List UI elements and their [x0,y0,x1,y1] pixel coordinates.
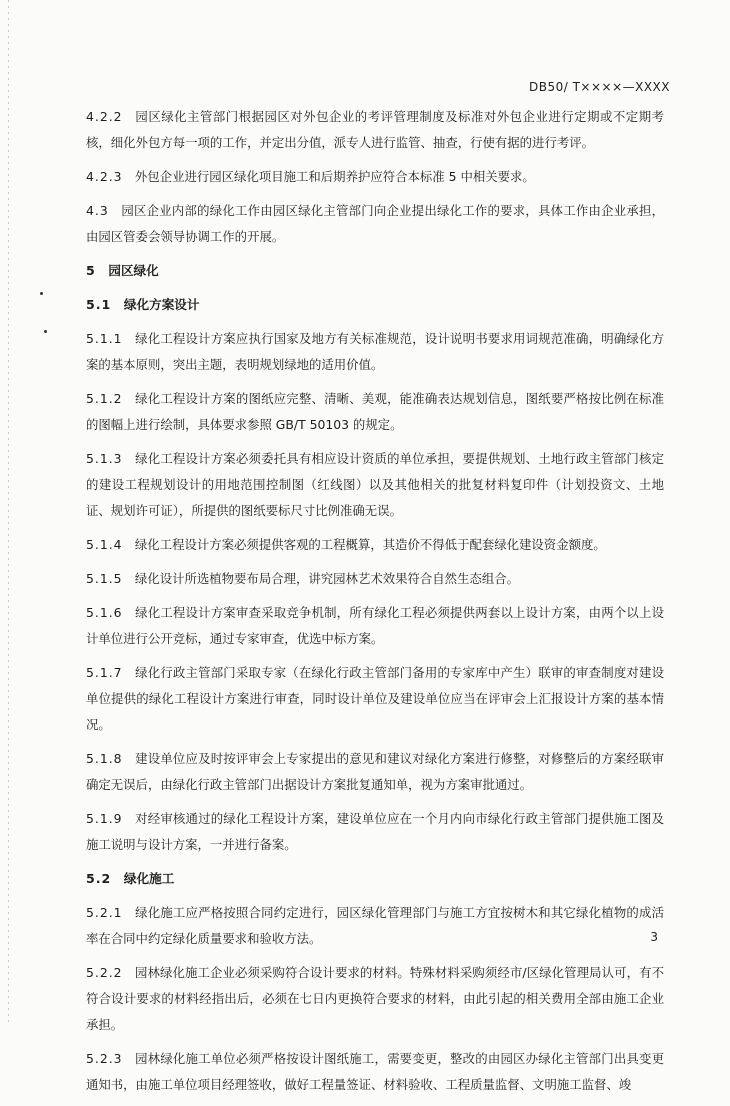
clause-number: 5.1.3 [86,451,123,466]
section-heading [86,258,664,284]
clause-number: 4.2.2 [86,109,123,124]
clause-number: 5.1.2 [86,391,123,406]
clause-text: 对经审核通过的绿化工程设计方案，建设单位应在一个月内向市绿化行政主管部门提供施工图及施工说明与设计方案，一并进行备案。 [86,811,664,852]
clause-number: 5.1.1 [86,331,123,346]
clause-paragraph [86,660,664,738]
clause-number: 5.1.7 [86,665,123,680]
clause-number: 5 [86,263,96,278]
clause-number: 5.1 [86,297,112,312]
page-number: 3 [650,930,658,944]
clause-number: 4.2.3 [86,169,123,184]
scan-speck [44,330,47,333]
clause-number: 5.1.4 [86,537,123,552]
clause-paragraph [86,900,664,952]
clause-text: 绿化工程设计方案必须委托具有相应设计资质的单位承担，要提供规划、土地行政主管部门核定的建设工程规划设计的用地范围控制图（红线图）以及其他相关的批复材料复印件（计划投资文、土地证、规划许可证），所提供的图纸要标尺寸比例准确无误。 [86,451,664,518]
clause-text: 绿化设计所选植物要布局合理，讲究园林艺术效果符合自然生态组合。 [134,571,520,586]
clause-paragraph [86,386,664,438]
scan-edge [8,0,9,1024]
clause-number: 5.2.2 [86,965,123,980]
section-title: 绿化方案设计 [123,297,200,312]
clause-number: 5.1.5 [86,571,123,586]
clause-text: 绿化工程设计方案必须提供客观的工程概算，其造价不得低于配套绿化建设资金额度。 [134,537,606,552]
clause-text: 绿化工程设计方案的图纸应完整、清晰、美观，能准确表达规划信息，图纸要严格按比例在标准的图幅上进行绘制，具体要求参照 GB/T 50103 的规定。 [86,391,664,432]
section-title: 园区绿化 [108,263,159,278]
clause-paragraph [86,164,664,190]
clause-number: 5.1.8 [86,751,123,766]
clause-text: 绿化行政主管部门采取专家（在绿化行政主管部门备用的专家库中产生）联审的审查制度对建设单位提供的绿化工程设计方案进行审查，同时设计单位及建设单位应当在评审会上汇报设计方案的基本情况。 [86,665,664,732]
document-code-header: DB50/ T××××—XXXX [528,80,670,94]
document-body [86,104,664,1106]
clause-text: 外包企业进行园区绿化项目施工和后期养护应符合本标准 5 中相关要求。 [134,169,535,184]
clause-number: 5.1.9 [86,811,123,826]
section-heading [86,866,664,892]
clause-text: 园区绿化主管部门根据园区对外包企业的考评管理制度及标准对外包企业进行定期或不定期考核，细化外包方每一项的工作，并定出分值，派专人进行监管、抽查，行使有据的进行考评。 [86,109,664,150]
clause-text: 建设单位应及时按评审会上专家提出的意见和建议对绿化方案进行修整，对修整后的方案经联审确定无误后，由绿化行政主管部门出据设计方案批复通知单，视为方案审批通过。 [86,751,664,792]
clause-paragraph [86,326,664,378]
clause-number: 5.2 [86,871,112,886]
clause-paragraph [86,806,664,858]
clause-text: 绿化工程设计方案应执行国家及地方有关标准规范，设计说明书要求用词规范准确，明确绿化方案的基本原则，突出主题，表明规划绿地的适用价值。 [86,331,664,372]
clause-paragraph [86,566,664,592]
section-title: 绿化施工 [123,871,175,886]
clause-paragraph [86,600,664,652]
clause-paragraph [86,198,664,250]
section-heading [86,292,664,318]
clause-number: 5.1.6 [86,605,123,620]
clause-text: 园区企业内部的绿化工作由园区绿化主管部门向企业提出绿化工作的要求，具体工作由企业承担，由园区管委会领导协调工作的开展。 [86,203,664,244]
clause-text: 园林绿化施工单位必须严格按设计图纸施工，需要变更，整改的由园区办绿化主管部门出具变更通知书，由施工单位项目经理签收，做好工程量签证、材料验收、工程质量监督、文明施工监督、竣 [86,1051,664,1092]
clause-paragraph [86,446,664,524]
clause-paragraph [86,746,664,798]
clause-paragraph [86,1046,664,1098]
clause-text: 园林绿化施工企业必须采购符合设计要求的材料。特殊材料采购须经市/区绿化管理局认可，有不符合设计要求的材料经指出后，必须在七日内更换符合要求的材料，由此引起的相关费用全部由施工企业承担。 [86,965,664,1032]
clause-paragraph [86,960,664,1038]
clause-text: 绿化施工应严格按照合同约定进行，园区绿化管理部门与施工方宜按树木和其它绿化植物的成活率在合同中约定绿化质量要求和验收方法。 [86,905,664,946]
clause-number: 4.3 [86,203,109,218]
clause-number: 5.2.3 [86,1051,123,1066]
clause-number: 5.2.1 [86,905,123,920]
scan-speck [40,292,43,295]
clause-text: 绿化工程设计方案审查采取竞争机制，所有绿化工程必须提供两套以上设计方案，由两个以上设计单位进行公开竞标，通过专家审查，优选中标方案。 [86,605,664,646]
clause-paragraph [86,104,664,156]
clause-paragraph [86,532,664,558]
